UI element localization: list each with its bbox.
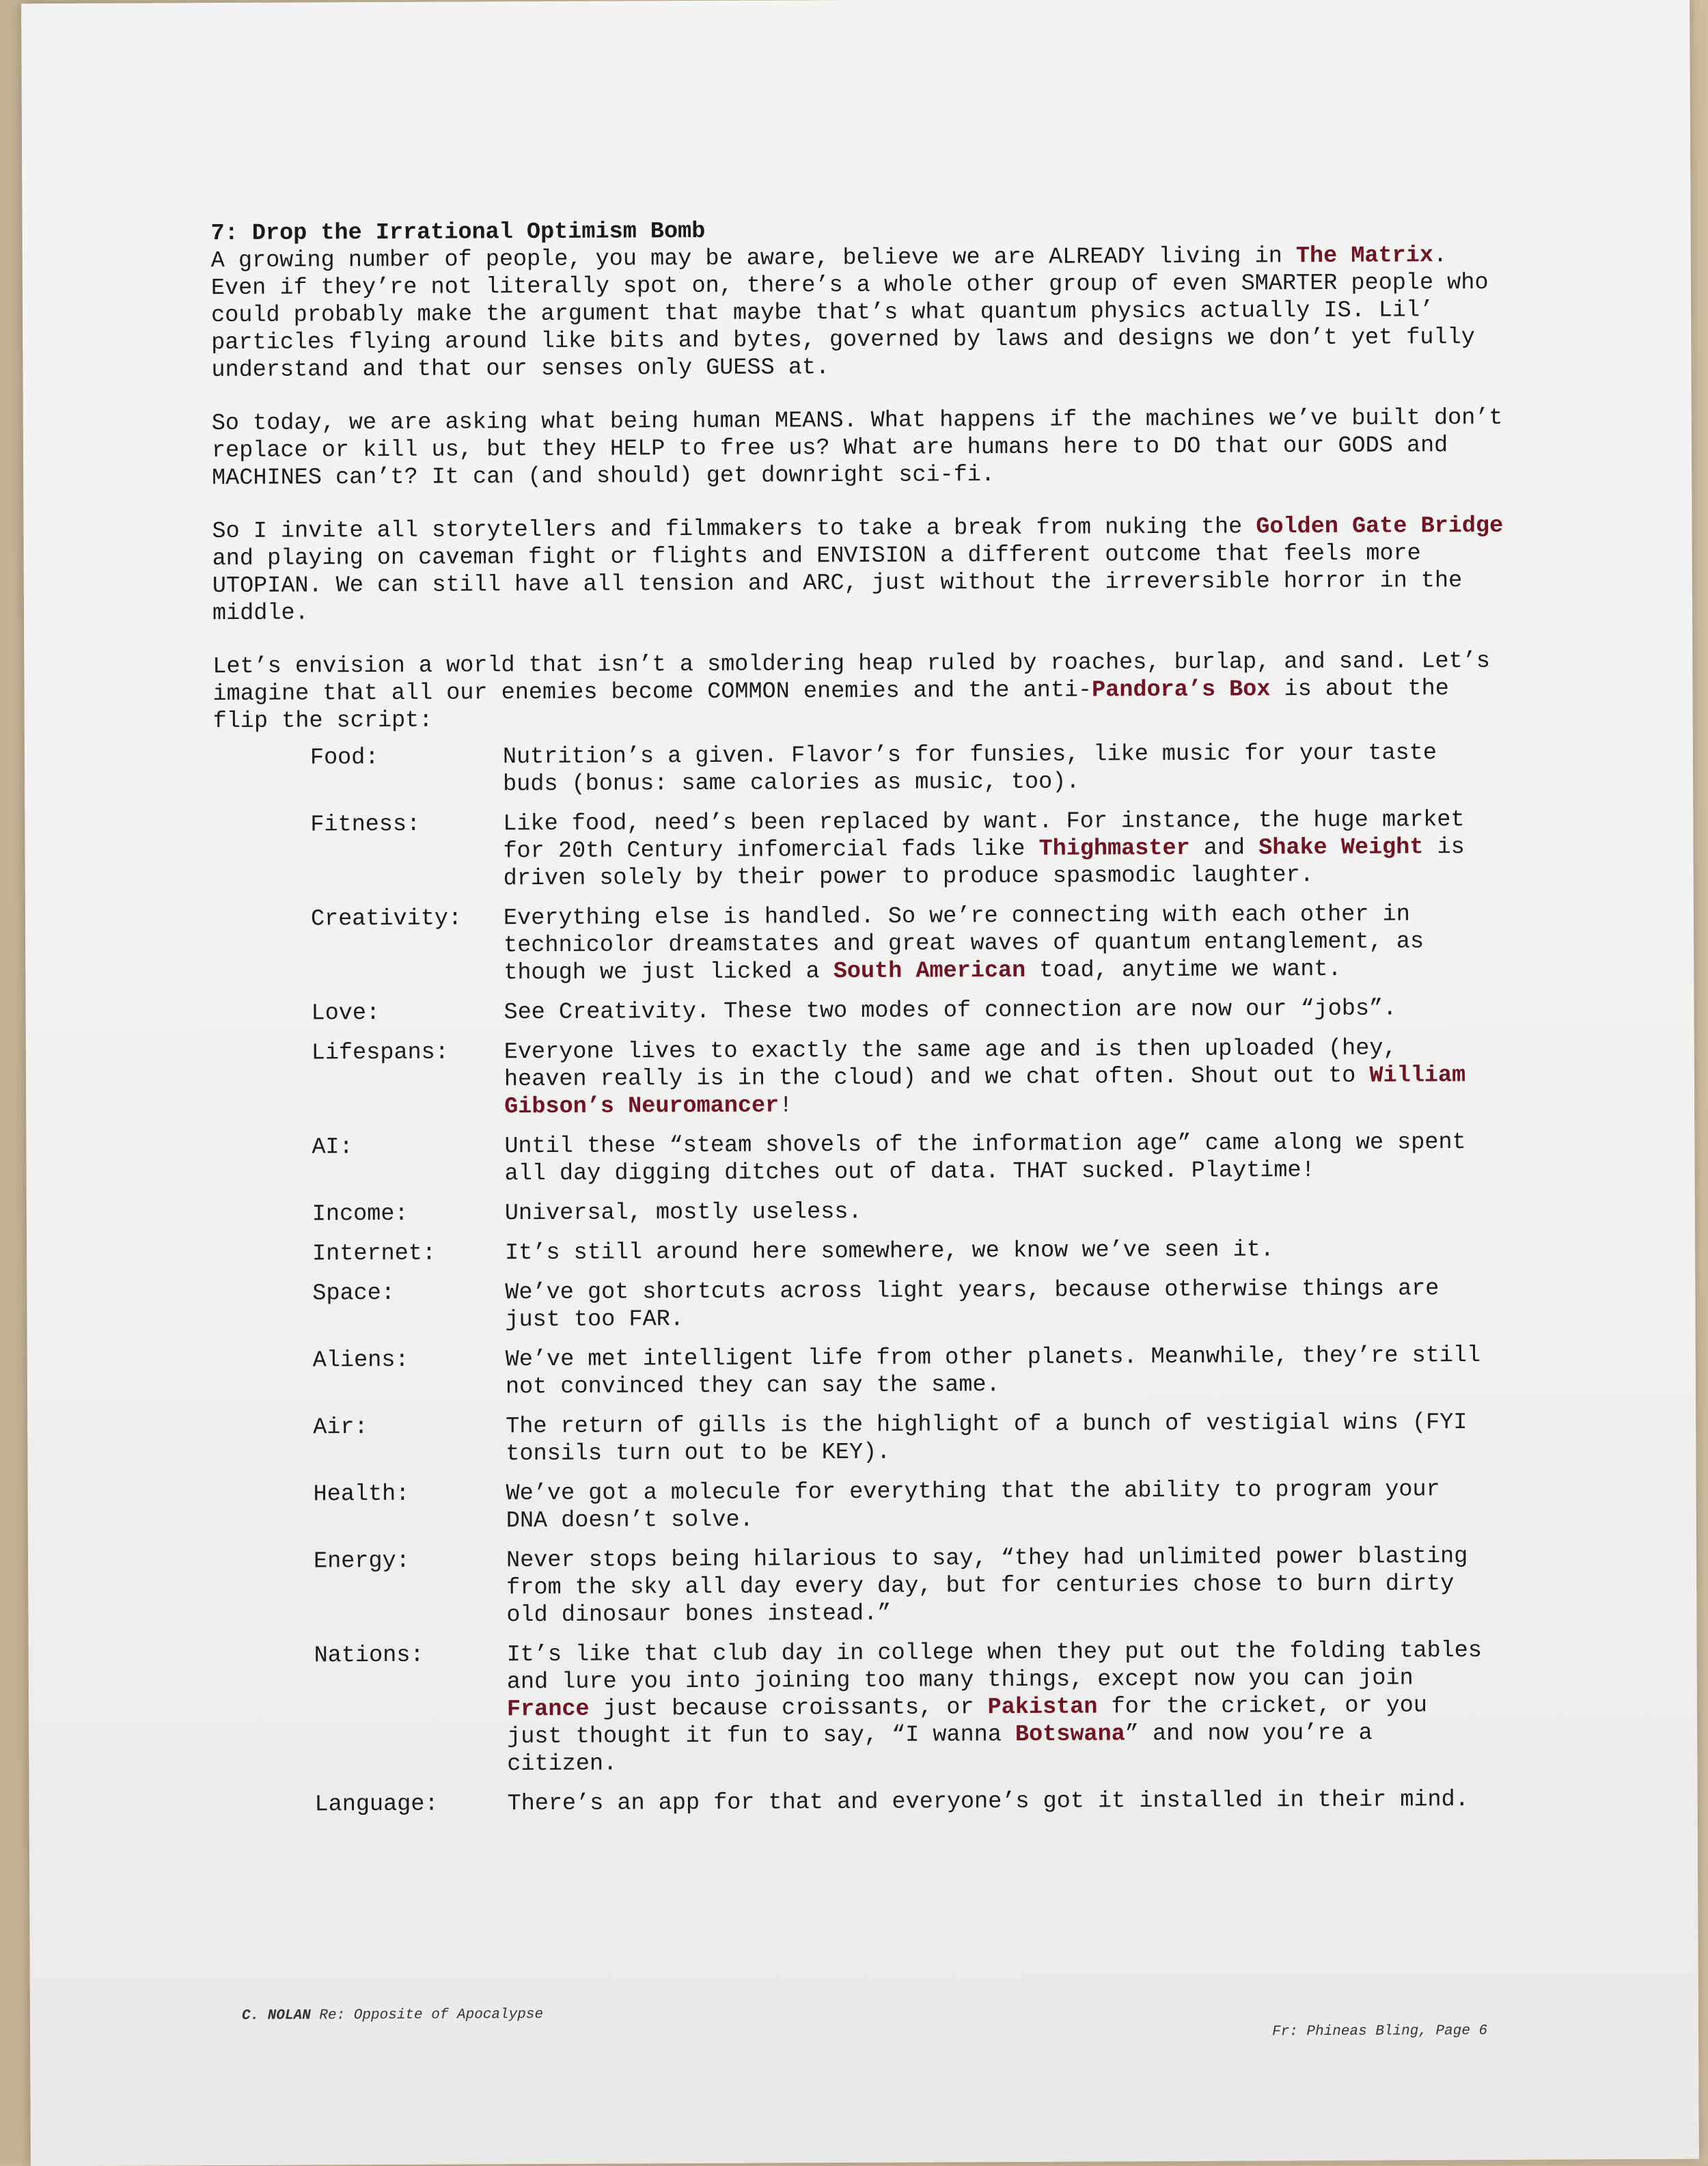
list-item-health (217, 1476, 1515, 1536)
text-run: and playing on caveman fight or flights and ENVISION a different outcome that feels more UTOPIAN. We can still have all tension and ARC, just without the irreversible horror in the middle. (212, 540, 1463, 627)
text-run: for the cricket, or you just thought it fun to say, “I wanna (507, 1692, 1428, 1751)
list-item-nations (217, 1637, 1516, 1779)
text-run: Everything else is handled. So we’re connecting with each other in technicolor dreamstates and great waves of quantum entanglement, as though we just licked a (503, 901, 1424, 987)
highlight-france: France (506, 1696, 590, 1723)
text-run: A growing number of people, you may be aware, believe we are ALREADY living in (210, 243, 1296, 275)
term-definition: The return of gills is the highlight of a bunch of vestigial wins (FYI tonsils turn out to be KEY). (506, 1410, 1468, 1468)
list-item-love (214, 995, 1512, 1028)
list-item-air (216, 1409, 1514, 1469)
highlight-the-matrix: The Matrix (1295, 243, 1434, 270)
term-definition (504, 1034, 1482, 1121)
term-label: Income: (312, 1201, 409, 1228)
highlight-botswana: Botswana (1015, 1721, 1125, 1749)
paragraph-envision (212, 648, 1511, 735)
paragraph-matrix (211, 242, 1510, 384)
term-label: Love: (311, 1000, 381, 1027)
term-definition (507, 1637, 1485, 1778)
text-run: . Even if they’re not literally spot on, there’s a whole other group of even SMARTER people who could probably make the argument that maybe that’s what quantum physics actually IS. Lil’ particles flying around like bits and bytes, governed by laws and designs we don’t yet fully understand and that our senses only GUESS at. (210, 243, 1489, 384)
paragraph-storytellers (212, 512, 1511, 627)
highlight-shake-weight: Shake Weight (1258, 834, 1424, 862)
text-run: is about the flip the script: (212, 676, 1449, 735)
term-label: Space: (312, 1280, 396, 1307)
text-run: It’s like that club day in college when they put out the folding tables and lure you into joining too many things, except now you can join (506, 1638, 1483, 1696)
text-run: Everyone lives to exactly the same age and is then uploaded (hey, heaven really is in the cloud) and we chat often. Shout out to (504, 1035, 1397, 1093)
term-definition: Never stops being hilarious to say, “they had unlimited power blasting from the sky all day every day, but for centuries chose to burn dirty old dinosaur bones instead.” (506, 1544, 1468, 1629)
list-item-language (218, 1786, 1516, 1819)
term-definition: Universal, mostly useless. (504, 1198, 862, 1227)
text-run: and (1189, 835, 1259, 862)
term-definition: It’s still around here somewhere, we know we’ve seen it. (505, 1237, 1274, 1267)
term-label: Aliens: (312, 1347, 409, 1374)
definition-list (213, 739, 1516, 1819)
footer-author: C. NOLAN (241, 2007, 311, 2024)
term-label: Air: (313, 1414, 368, 1441)
term-definition: Nutrition’s a given. Flavor’s for funsies, like music for your taste buds (bonus: same calories as music, too). (502, 740, 1437, 798)
document-page (21, 0, 1699, 2166)
term-definition: We’ve got a molecule for everything that the ability to program your DNA doesn’t solve. (506, 1477, 1440, 1535)
list-item-ai (215, 1129, 1513, 1189)
list-item-lifespans (215, 1034, 1513, 1122)
term-label: Nations: (314, 1642, 424, 1669)
list-item-internet (215, 1235, 1513, 1268)
text-run: is driven solely by their power to produce spasmodic laughter. (503, 834, 1465, 892)
highlight-thighmaster: Thighmaster (1038, 835, 1190, 862)
list-item-energy (217, 1543, 1515, 1630)
text-run: So I invite all storytellers and filmmakers to take a break from nuking the (212, 514, 1256, 545)
term-label: AI: (312, 1134, 353, 1161)
paragraph-human-meaning: So today, we are asking what being human MEANS. What happens if the machines we’ve built don’t replace or kill us, but they HELP to free us? What are humans here to DO that our GODS and MACHINES can’t? It can (and should) get downright sci-fi. (211, 405, 1503, 492)
term-label: Fitness: (310, 811, 421, 838)
term-label: Language: (314, 1791, 439, 1818)
text-run: ! (779, 1093, 793, 1119)
list-item-creativity (214, 901, 1513, 988)
highlight-pakistan: Pakistan (987, 1694, 1098, 1721)
list-item-aliens (216, 1342, 1514, 1402)
text-run: toad, anytime we want. (1025, 956, 1342, 984)
term-definition (503, 806, 1480, 892)
term-label: Lifespans: (311, 1039, 449, 1067)
list-item-space (215, 1275, 1513, 1335)
highlight-neuromancer: William Gibson’s Neuromancer (504, 1063, 1466, 1121)
footer-subject: Re: Opposite of Apocalypse (310, 2007, 544, 2024)
footer-page-info: Fr: Phineas Bling, Page 6 (1272, 2023, 1488, 2040)
term-label: Internet: (312, 1240, 437, 1267)
term-label: Creativity: (310, 905, 463, 933)
highlight-golden-gate: Golden Gate Bridge (1256, 512, 1504, 540)
text-run: Let’s envision a world that isn’t a smoldering heap ruled by roaches, burlap, and sand. Let’s imagine that all our enemies become COMMON enemies and the anti- (212, 648, 1491, 708)
text-run: ” and now you’re a citizen. (507, 1720, 1373, 1778)
list-item-food (213, 739, 1511, 799)
term-label: Energy: (313, 1548, 410, 1575)
term-definition: See Creativity. These two modes of connection are now our “jobs”. (504, 996, 1397, 1026)
highlight-pandoras-box: Pandora’s Box (1092, 676, 1271, 704)
term-label: Health: (313, 1481, 410, 1508)
list-item-income (215, 1196, 1513, 1229)
term-definition: There’s an app for that and everyone’s got it installed in their mind. (507, 1787, 1469, 1818)
term-label: Food: (309, 745, 379, 771)
document-body (210, 215, 1515, 1831)
text-run: just because croissants, or (589, 1695, 988, 1723)
term-definition: Until these “steam shovels of the information age” came along we spent all day digging ditches out of data. THAT sucked. Playtime! (504, 1129, 1466, 1188)
term-definition (504, 901, 1481, 987)
footer-recipient (242, 2007, 543, 2024)
list-item-fitness (213, 806, 1512, 894)
term-definition: We’ve got shortcuts across light years, because otherwise things are just too FAR. (505, 1276, 1440, 1334)
highlight-south-american: South American (833, 957, 1026, 985)
text-run: Like food, need’s been replaced by want. For instance, the huge market for 20th Century infomercial fads like (503, 807, 1465, 865)
section-heading: 7: Drop the Irrational Optimism Bomb (210, 218, 706, 247)
term-definition: We’ve met intelligent life from other planets. Meanwhile, they’re still not convinced they can say the same. (505, 1343, 1481, 1401)
